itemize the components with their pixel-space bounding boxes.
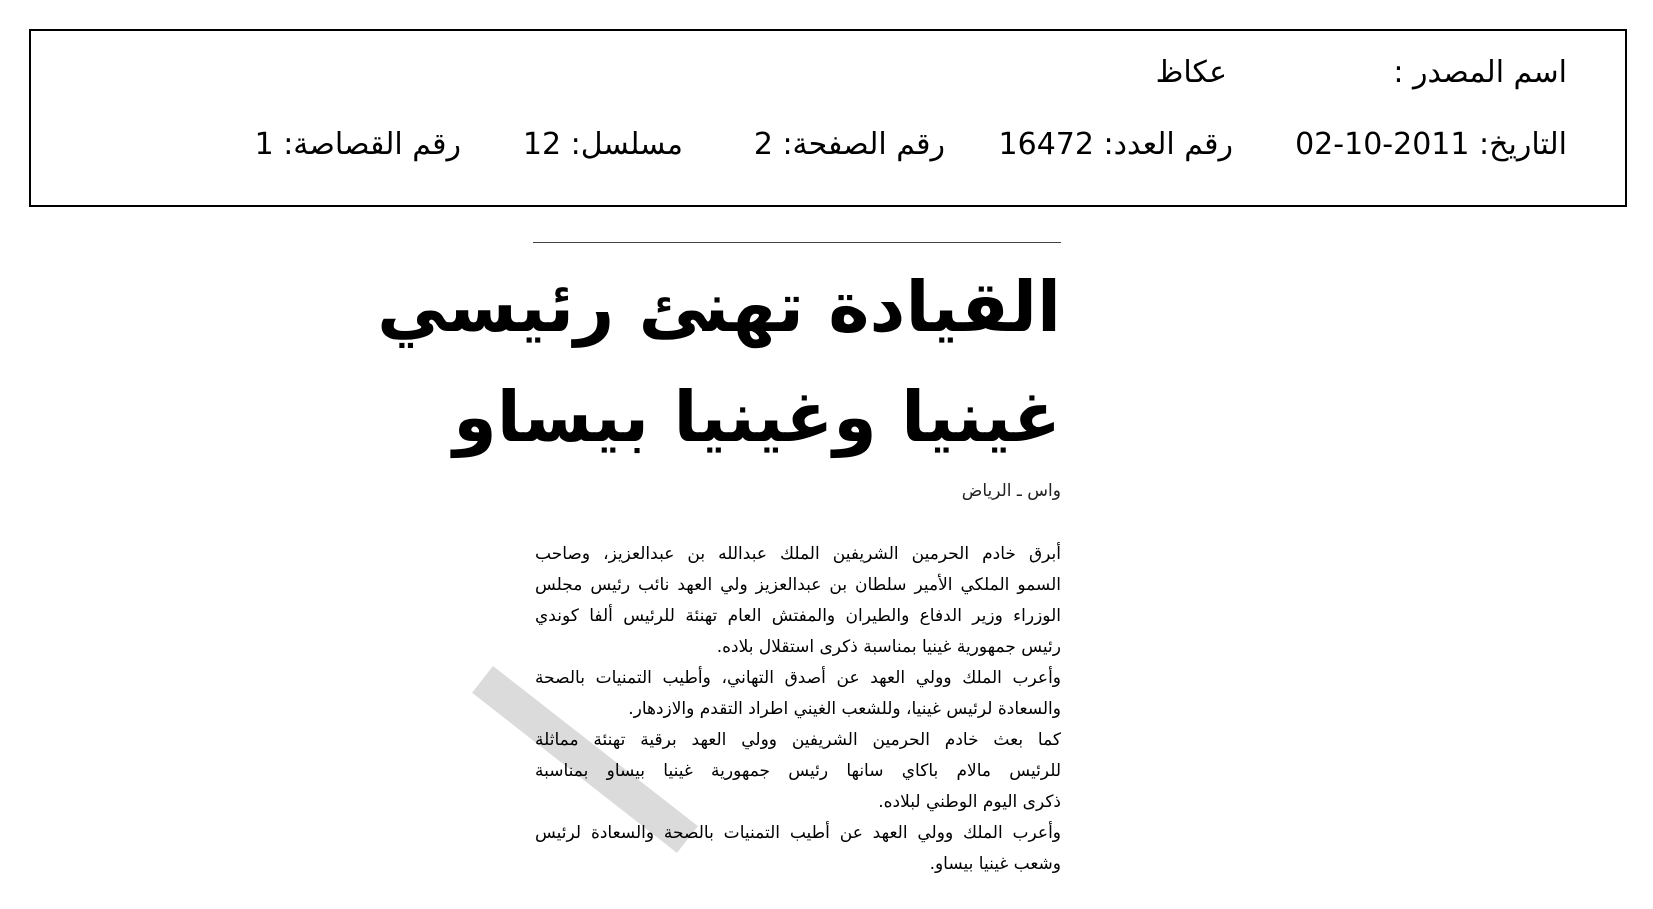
article-body-line: للرئيس مالام باكاي سانها رئيس جمهورية غينيا بيساو بمناسبة bbox=[535, 761, 1061, 781]
article-body-line: السمو الملكي الأمير سلطان بن عبدالعزيز ولي العهد نائب رئيس مجلس bbox=[535, 575, 1061, 595]
article-body-line: والسعادة لرئيس غينيا، وللشعب الغيني اطراد التقدم والازدهار. bbox=[628, 699, 1061, 719]
article-body-line: وأعرب الملك وولي العهد عن أطيب التمنيات بالصحة والسعادة لرئيس bbox=[535, 823, 1061, 843]
top-rule bbox=[533, 242, 1061, 243]
source-value: عكاظ bbox=[1155, 55, 1227, 90]
article-body-line: أبرق خادم الحرمين الشريفين الملك عبدالله بن عبدالعزيز، وصاحب bbox=[535, 544, 1061, 564]
article-body-line: وأعرب الملك وولي العهد عن أصدق التهاني، وأطيب التمنيات بالصحة bbox=[535, 668, 1061, 688]
article-body-line: ذكرى اليوم الوطني لبلاده. bbox=[878, 792, 1061, 812]
article-body-line: كما بعث خادم الحرمين الشريفين وولي العهد برقية تهنئة مماثلة bbox=[535, 730, 1061, 750]
source-label: اسم المصدر : bbox=[1393, 55, 1567, 90]
page-number-field: رقم الصفحة: 2 bbox=[753, 127, 945, 162]
article-clipping bbox=[377, 236, 1061, 909]
article-body-line: رئيس جمهورية غينيا بمناسبة ذكرى استقلال بلاده. bbox=[716, 637, 1061, 657]
serial-field: مسلسل: 12 bbox=[522, 127, 683, 162]
headline-line-1: القيادة تهنئ رئيسي bbox=[377, 266, 1061, 348]
article-body-line: الوزراء وزير الدفاع والطيران والمفتش العام تهنئة للرئيس ألفا كوندي bbox=[535, 606, 1061, 626]
byline: واس ـ الرياض bbox=[961, 481, 1061, 501]
date-field: التاريخ: 2011-10-02 bbox=[1295, 127, 1567, 162]
metadata-box bbox=[29, 29, 1627, 207]
article-body-line: وشعب غينيا بيساو. bbox=[929, 854, 1061, 874]
issue-number-field: رقم العدد: 16472 bbox=[998, 127, 1233, 162]
clip-number-field: رقم القصاصة: 1 bbox=[254, 127, 461, 162]
headline-line-2: غينيا وغينيا بيساو bbox=[453, 376, 1061, 458]
